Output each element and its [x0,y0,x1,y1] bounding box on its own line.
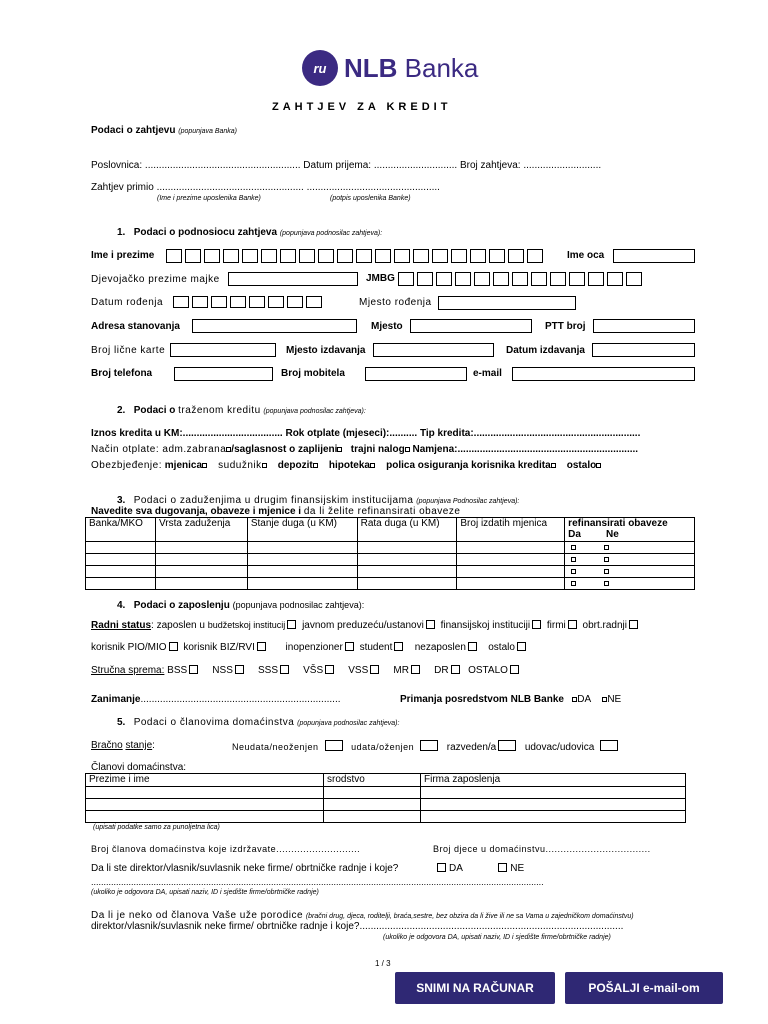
director-question: Da li ste direktor/vlasnik/suvlasnik neke firme/ obrtničke radnje i koje? [91,863,399,874]
salary-via-nlb [400,694,621,705]
status-r1: : zaposlen u [151,620,205,631]
address-label: Adresa stanovanja [91,321,180,332]
col-rata: Rata duga (u KM) [357,518,457,542]
name-cells[interactable] [166,249,546,263]
director-da: DA [449,863,463,874]
s3-num: 3. [117,495,126,506]
section4-heading [117,600,364,611]
occupation-dots: ........................................................................ [140,694,341,705]
s1-num: 1. [117,227,126,238]
mother-maiden-label: Djevojačko prezime majke [91,274,220,285]
zip-field[interactable] [593,319,695,333]
status-r10: nezaposlen [414,642,466,653]
status-r1b: budžetskoj institucij [207,620,286,630]
director-answer [435,863,524,874]
checkbox-suduznik[interactable] [262,463,267,468]
table-row[interactable] [86,566,695,578]
mobile-label: Broj mobitela [281,368,345,379]
children-count-line[interactable]: Broj djece u domaćinstvu................................... [433,844,651,854]
checkbox-polica[interactable] [551,463,556,468]
address-field[interactable] [192,319,357,333]
mobile-field[interactable] [365,367,467,381]
checkbox-hipoteka[interactable] [370,463,375,468]
checkbox-javno[interactable] [426,620,435,629]
debts-table [85,517,695,590]
section5-heading [117,717,399,728]
logo-brand: Banka [404,53,479,83]
form-title: ZAHTJEV ZA KREDIT [272,101,452,113]
marital-label-2: stanje [125,740,153,751]
status-r8: inopenzioner [285,642,343,653]
checkbox-neudata[interactable] [325,740,343,751]
marital-b3: razveden/a [446,742,497,753]
col-banka: Banka/MKO [86,518,156,542]
mother-maiden-field[interactable] [228,272,358,286]
nlb-logo-icon [302,50,338,86]
repayment-line [91,444,638,455]
family-q2: direktor/vlasnik/suvlasnik neke firme/ obrtničke radnje i koje? [91,921,360,932]
table-row[interactable] [86,578,695,590]
father-name-label: Ime oca [567,250,605,261]
issue-place-label: Mjesto izdavanja [286,345,366,356]
id-card-label: Broj lične karte [91,345,166,356]
s5-note: (popunjava podnosilac zahtjeva): [297,720,400,727]
marital-b1: Neudata/neoženjen [232,742,319,752]
checkbox-depozit[interactable] [313,463,318,468]
checkbox-udata[interactable] [420,740,438,751]
director-dots[interactable]: ..................................................................................................................................................................................... [91,877,544,887]
marital-b2: udata/oženjen [351,742,415,752]
checkbox-firma[interactable] [568,620,577,629]
jmbg-label: JMBG [366,273,395,284]
city-label: Mjesto [371,321,403,332]
section1-heading [117,227,382,238]
employee-name-caption: (Ime i prezime uposlenika Banke) [157,195,261,202]
col-refin [565,518,695,542]
s3-sub1: Navedite sva dugovanja, obaveze i mjenice i [91,506,302,517]
issue-date-label: Datum izdavanja [506,345,585,356]
s4-note: (popunjava podnosilac zahtjeva): [232,600,365,610]
col-mjenice: Broj izdatih mjenica [457,518,565,542]
marital-label: Bračno [91,740,123,751]
checkbox-ostalo-status[interactable] [517,642,526,651]
status-r6: korisnik PIO/MIO [91,642,167,653]
edu-nss: NSS [212,665,233,676]
s2-title: Podaci o [133,405,176,416]
status-r2: javnom preduzeću/ustanovi [302,620,424,631]
opt-mjenica: mjenica [164,460,203,471]
edu-bss: BSS [167,665,188,676]
issue-date-field[interactable] [592,343,695,357]
family-question-2 [91,921,623,932]
collateral-line [91,460,601,471]
salary-da: DA [577,694,592,705]
section3-subheading [91,506,460,517]
s5-num: 5. [117,717,126,728]
checkbox-mjenica[interactable] [202,463,207,468]
refin-da: Da [568,529,581,540]
s2-note: (popunjava podnosilac zahtjeva): [263,408,366,415]
employment-status-line [91,620,641,631]
edu-vss1: VŠS [303,665,324,676]
marital-options [232,740,621,753]
birth-date-cells[interactable] [173,296,325,310]
debts-header-row [86,518,695,542]
bank-logo [344,53,478,84]
checkbox-bss[interactable] [189,665,198,674]
employment-status-line-2 [91,642,529,653]
status-r3: finansijskoj instituciji [440,620,531,631]
employee-sign-caption: (potpis uposlenika Banke) [330,195,411,202]
status-r4: firmi [546,620,566,631]
family-q-note: (bračni drug, djeca, roditelji, braća,sestre, bez obzira da li žive ili ne sa Vama u zajedničkom domaćinstvu) [305,913,634,920]
family-question [91,910,634,921]
salary-ne: NE [607,694,622,705]
purpose-line[interactable]: Namjena:................................................................. [412,444,639,455]
checkbox-nezaposlen[interactable] [468,642,477,651]
edu-mr: MR [393,665,409,676]
occupation-line[interactable] [91,694,341,705]
zip-label: PTT broj [545,321,586,332]
name-label: Ime i prezime [91,250,155,261]
opt-hipoteka: hipoteka [328,460,370,471]
branch-line[interactable]: Poslovnica: ........................................................ Datum prijema: .............................. Broj zahtjeva: ............................ [91,160,602,171]
s3-note: (popunjava Podnosilac zahtjeva): [416,498,520,505]
s4-title: Podaci o zaposlenju [133,600,230,611]
checkbox-budzet[interactable] [287,620,296,629]
opt-ostalo: ostalo [566,460,597,471]
checkbox-sss[interactable] [280,665,289,674]
birth-place-label: Mjesto rođenja [359,297,432,308]
checkbox-director-da[interactable] [437,863,446,872]
checkbox-pio[interactable] [169,642,178,651]
opt-suduznik: sudužnik [218,460,262,471]
s5-title: Podaci o članovima domaćinstva [133,717,295,728]
col-prezime: Prezime i ime [86,774,324,787]
checkbox-director-ne[interactable] [498,863,507,872]
phone-field[interactable] [174,367,273,381]
director-ne: NE [510,863,525,874]
request-note: (popunjava Banka) [178,128,238,135]
checkbox-refin-da[interactable] [571,569,576,574]
checkbox-ostalo[interactable] [596,463,601,468]
supported-members-line[interactable]: Broj članova domaćinstva koje izdržavate............................ [91,844,361,854]
checkbox-mr[interactable] [411,665,420,674]
s1-note: (popunjava podnosilac zahtjeva): [279,230,383,237]
email-field[interactable] [512,367,695,381]
s2-title2: traženom kreditu [178,405,261,416]
section2-heading [117,405,366,416]
checkbox-refin-ne[interactable] [604,581,609,586]
col-srodstvo: srodstvo [324,774,421,787]
s3-title: Podaci o zaduženjima u drugim finansijskim institucijama [133,495,414,506]
checkbox-refin-ne[interactable] [604,569,609,574]
s3-sub2: da li želite refinansirati obaveze [303,506,461,517]
standing-order-label: trajni nalog [350,444,405,455]
opt-depozit: depozit [277,460,313,471]
edu-ostalo: OSTALO [468,665,508,676]
marital-b4: udovac/udovica [524,742,595,753]
request-data-heading [91,125,237,136]
checkbox-nss[interactable] [235,665,244,674]
checkbox-vss1[interactable] [325,665,334,674]
table-row[interactable] [86,542,695,554]
request-label: Podaci o zahtjevu [91,125,176,136]
table-row[interactable] [86,554,695,566]
section3-heading [117,495,519,506]
status-r9: student [359,642,393,653]
checkbox-refin-ne[interactable] [604,557,609,562]
family-dots[interactable]: ............................................................................................... [359,921,624,932]
household-table [85,773,686,823]
checkbox-student[interactable] [394,642,403,651]
checkbox-refin-ne[interactable] [604,545,609,550]
logo-brand-bold: NLB [344,53,398,83]
city-field[interactable] [410,319,532,333]
id-card-field[interactable] [170,343,276,357]
checkbox-udovac[interactable] [600,740,618,751]
checkbox-inopenzioner[interactable] [345,642,354,651]
jmbg-cells[interactable] [398,272,645,286]
edu-dr: DR [434,665,449,676]
logo-mark-text: ru [313,60,327,76]
education-line [91,665,522,676]
edu-vss2: VSS [348,665,369,676]
family-note: (ukoliko je odgovora DA, upisati naziv, ID i sjedište firme/obrtničke radnje) [383,934,611,941]
refin-label: refinansirati obaveze [568,518,668,529]
opt-polica: polica osiguranja korisnika kredita [386,460,551,471]
s4-num: 4. [117,600,126,611]
phone-label: Broj telefona [91,368,153,379]
checkbox-vss2[interactable] [370,665,379,674]
collateral-label: Obezbjeđenje: [91,460,162,471]
repayment-label: Način otplate: adm.zabrana [91,444,227,455]
table-row[interactable] [86,787,686,799]
education-label: Stručna sprema: [91,665,165,676]
status-r7: korisnik BIZ/RVI [183,642,255,653]
checkbox-finansijska[interactable] [532,620,541,629]
checkbox-obrt[interactable] [629,620,638,629]
checkbox-refin-da[interactable] [571,545,576,550]
checkbox-saglasnost[interactable] [337,447,342,452]
edu-sss: SSS [257,665,278,676]
occupation-label: Zanimanje [91,694,141,705]
checkbox-trajni-nalog[interactable] [405,447,410,452]
col-firma: Firma zaposlenja [421,774,686,787]
director-note: (ukoliko je odgovora DA, upisati naziv, ID i sjedište firme/obrtničke radnje) [91,889,319,896]
refin-ne: Ne [605,529,619,540]
status-r5: obrt.radnji [582,620,627,631]
checkbox-edu-ostalo[interactable] [510,665,519,674]
col-stanje: Stanje duga (u KM) [247,518,357,542]
birth-place-field[interactable] [438,296,576,310]
s1-title: Podaci o podnosiocu zahtjeva [133,227,278,238]
checkbox-razveden[interactable] [498,740,516,751]
household-members-label: Članovi domaćinstva: [91,762,187,773]
father-name-field[interactable] [613,249,695,263]
family-q-text: Da li je neko od članova Vaše uže porodice [91,910,304,921]
email-label: e-mail [473,368,502,379]
household-header-row [86,774,686,787]
checkbox-refin-da[interactable] [571,581,576,586]
col-vrsta: Vrsta zaduženja [155,518,247,542]
table-row[interactable] [86,799,686,811]
birth-date-label: Datum rođenja [91,297,164,308]
received-by-line[interactable]: Zahtjev primio ..................................................... ................................................ [91,182,440,193]
status-label: Radni status [91,620,152,631]
issue-place-field[interactable] [373,343,494,357]
salary-label: Primanja posredstvom NLB Banke [400,694,564,705]
checkbox-biz[interactable] [257,642,266,651]
checkbox-refin-da[interactable] [571,557,576,562]
status-r11: ostalo [488,642,515,653]
adults-note: (upisati podatke samo za punoljetna lica) [93,824,220,831]
marital-status-line: Bračno stanje: [91,740,155,751]
consent-label: /saglasnost o zaplijeni [231,444,338,455]
page-number: 1 / 3 [375,959,391,968]
checkbox-dr[interactable] [451,665,460,674]
s2-num: 2. [117,405,126,416]
save-to-computer-button[interactable]: SNIMI NA RAČUNAR [395,972,555,1004]
table-row[interactable] [86,811,686,823]
loan-amount-line[interactable]: Iznos kredita u KM:.................................... Rok otplate (mjeseci):.......... Tip kredita:............................................................ [91,428,641,439]
send-email-button[interactable]: POŠALJI e-mail-om [565,972,723,1004]
